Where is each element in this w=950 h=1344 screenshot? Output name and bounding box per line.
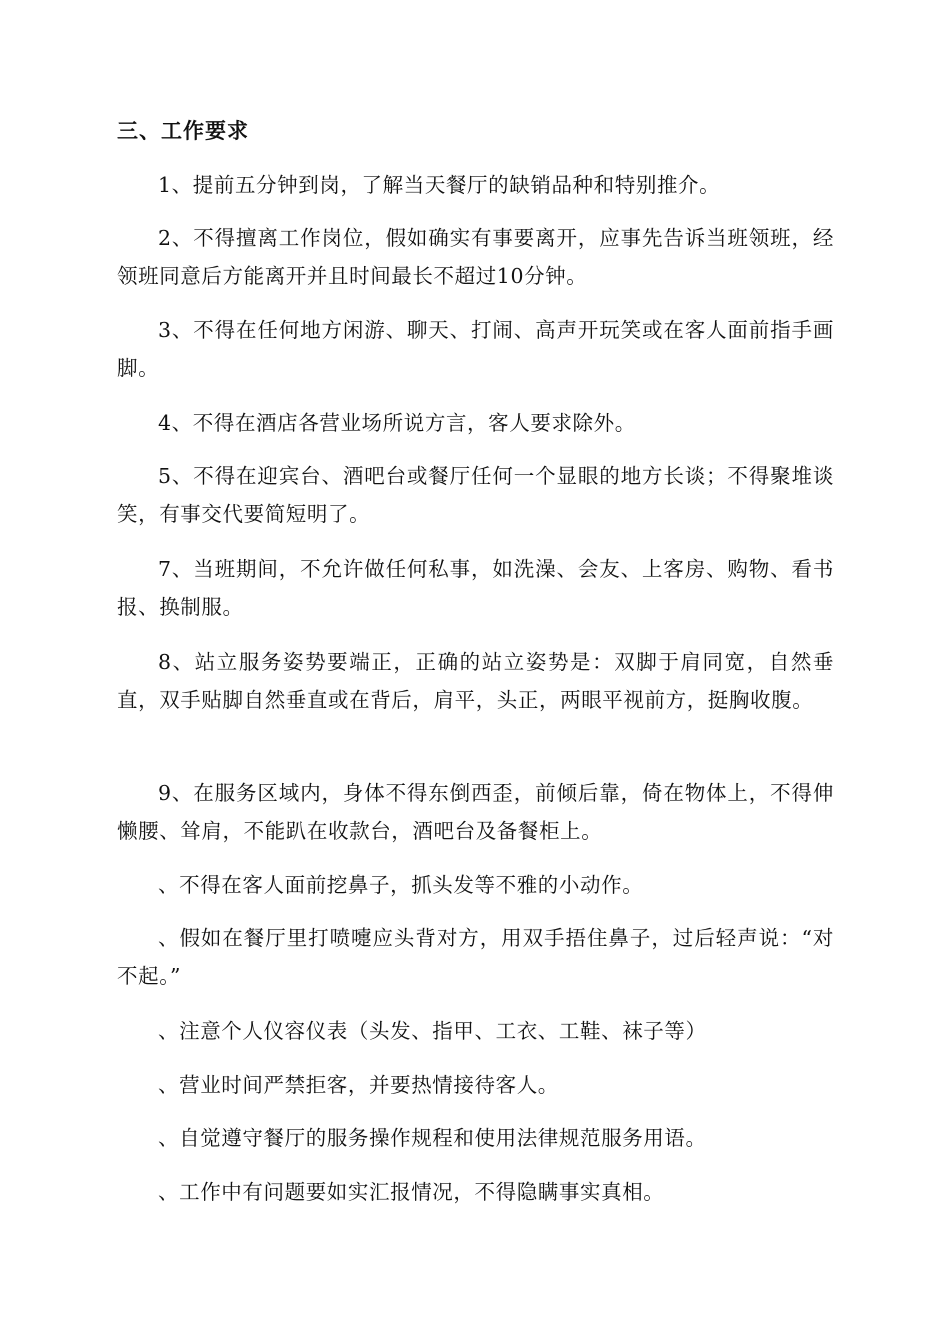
list-item: 1、提前五分钟到岗，了解当天餐厅的缺销品种和特别推介。	[158, 173, 721, 197]
list-item: 4、不得在酒店各营业场所说方言，客人要求除外。	[158, 411, 636, 435]
list-item: 、工作中有问题要如实汇报情况，不得隐瞒事实真相。	[158, 1180, 665, 1204]
list-item: 5、不得在迎宾台、酒吧台或餐厅任何一个显眼的地方长谈；不得聚堆谈笑，有事交代要简短明了。	[117, 464, 834, 526]
list-item: 7、当班期间，不允许做任何私事，如洗澡、会友、上客房、购物、看书报、换制服。	[117, 557, 834, 619]
list-item: 、不得在客人面前挖鼻子，抓头发等不雅的小动作。	[158, 873, 644, 897]
section-title: 三、工作要求	[117, 118, 249, 143]
list-item: 8、站立服务姿势要端正，正确的站立姿势是：双脚于肩同宽，自然垂直，双手贴脚自然垂直或在背后，肩平，头正，两眼平视前方，挺胸收腹。	[117, 650, 834, 712]
list-item: 、营业时间严禁拒客，并要热情接待客人。	[158, 1073, 559, 1097]
list-item: 、假如在餐厅里打喷嚏应头背对方，用双手捂住鼻子，过后轻声说：“对不起。”	[117, 926, 834, 988]
list-item: 3、不得在任何地方闲游、聊天、打闹、高声开玩笑或在客人面前指手画脚。	[117, 318, 834, 380]
list-item: 、注意个人仪容仪表（头发、指甲、工衣、工鞋、袜子等）	[158, 1019, 707, 1043]
list-item: 9、在服务区域内，身体不得东倒西歪，前倾后靠，倚在物体上，不得伸懒腰、耸肩，不能趴在收款台，酒吧台及备餐柜上。	[117, 781, 834, 843]
list-item: 2、不得擅离工作岗位，假如确实有事要离开，应事先告诉当班领班，经领班同意后方能离开并且时间最长不超过10分钟。	[117, 226, 834, 288]
list-item: 、自觉遵守餐厅的服务操作规程和使用法律规范服务用语。	[158, 1126, 707, 1150]
